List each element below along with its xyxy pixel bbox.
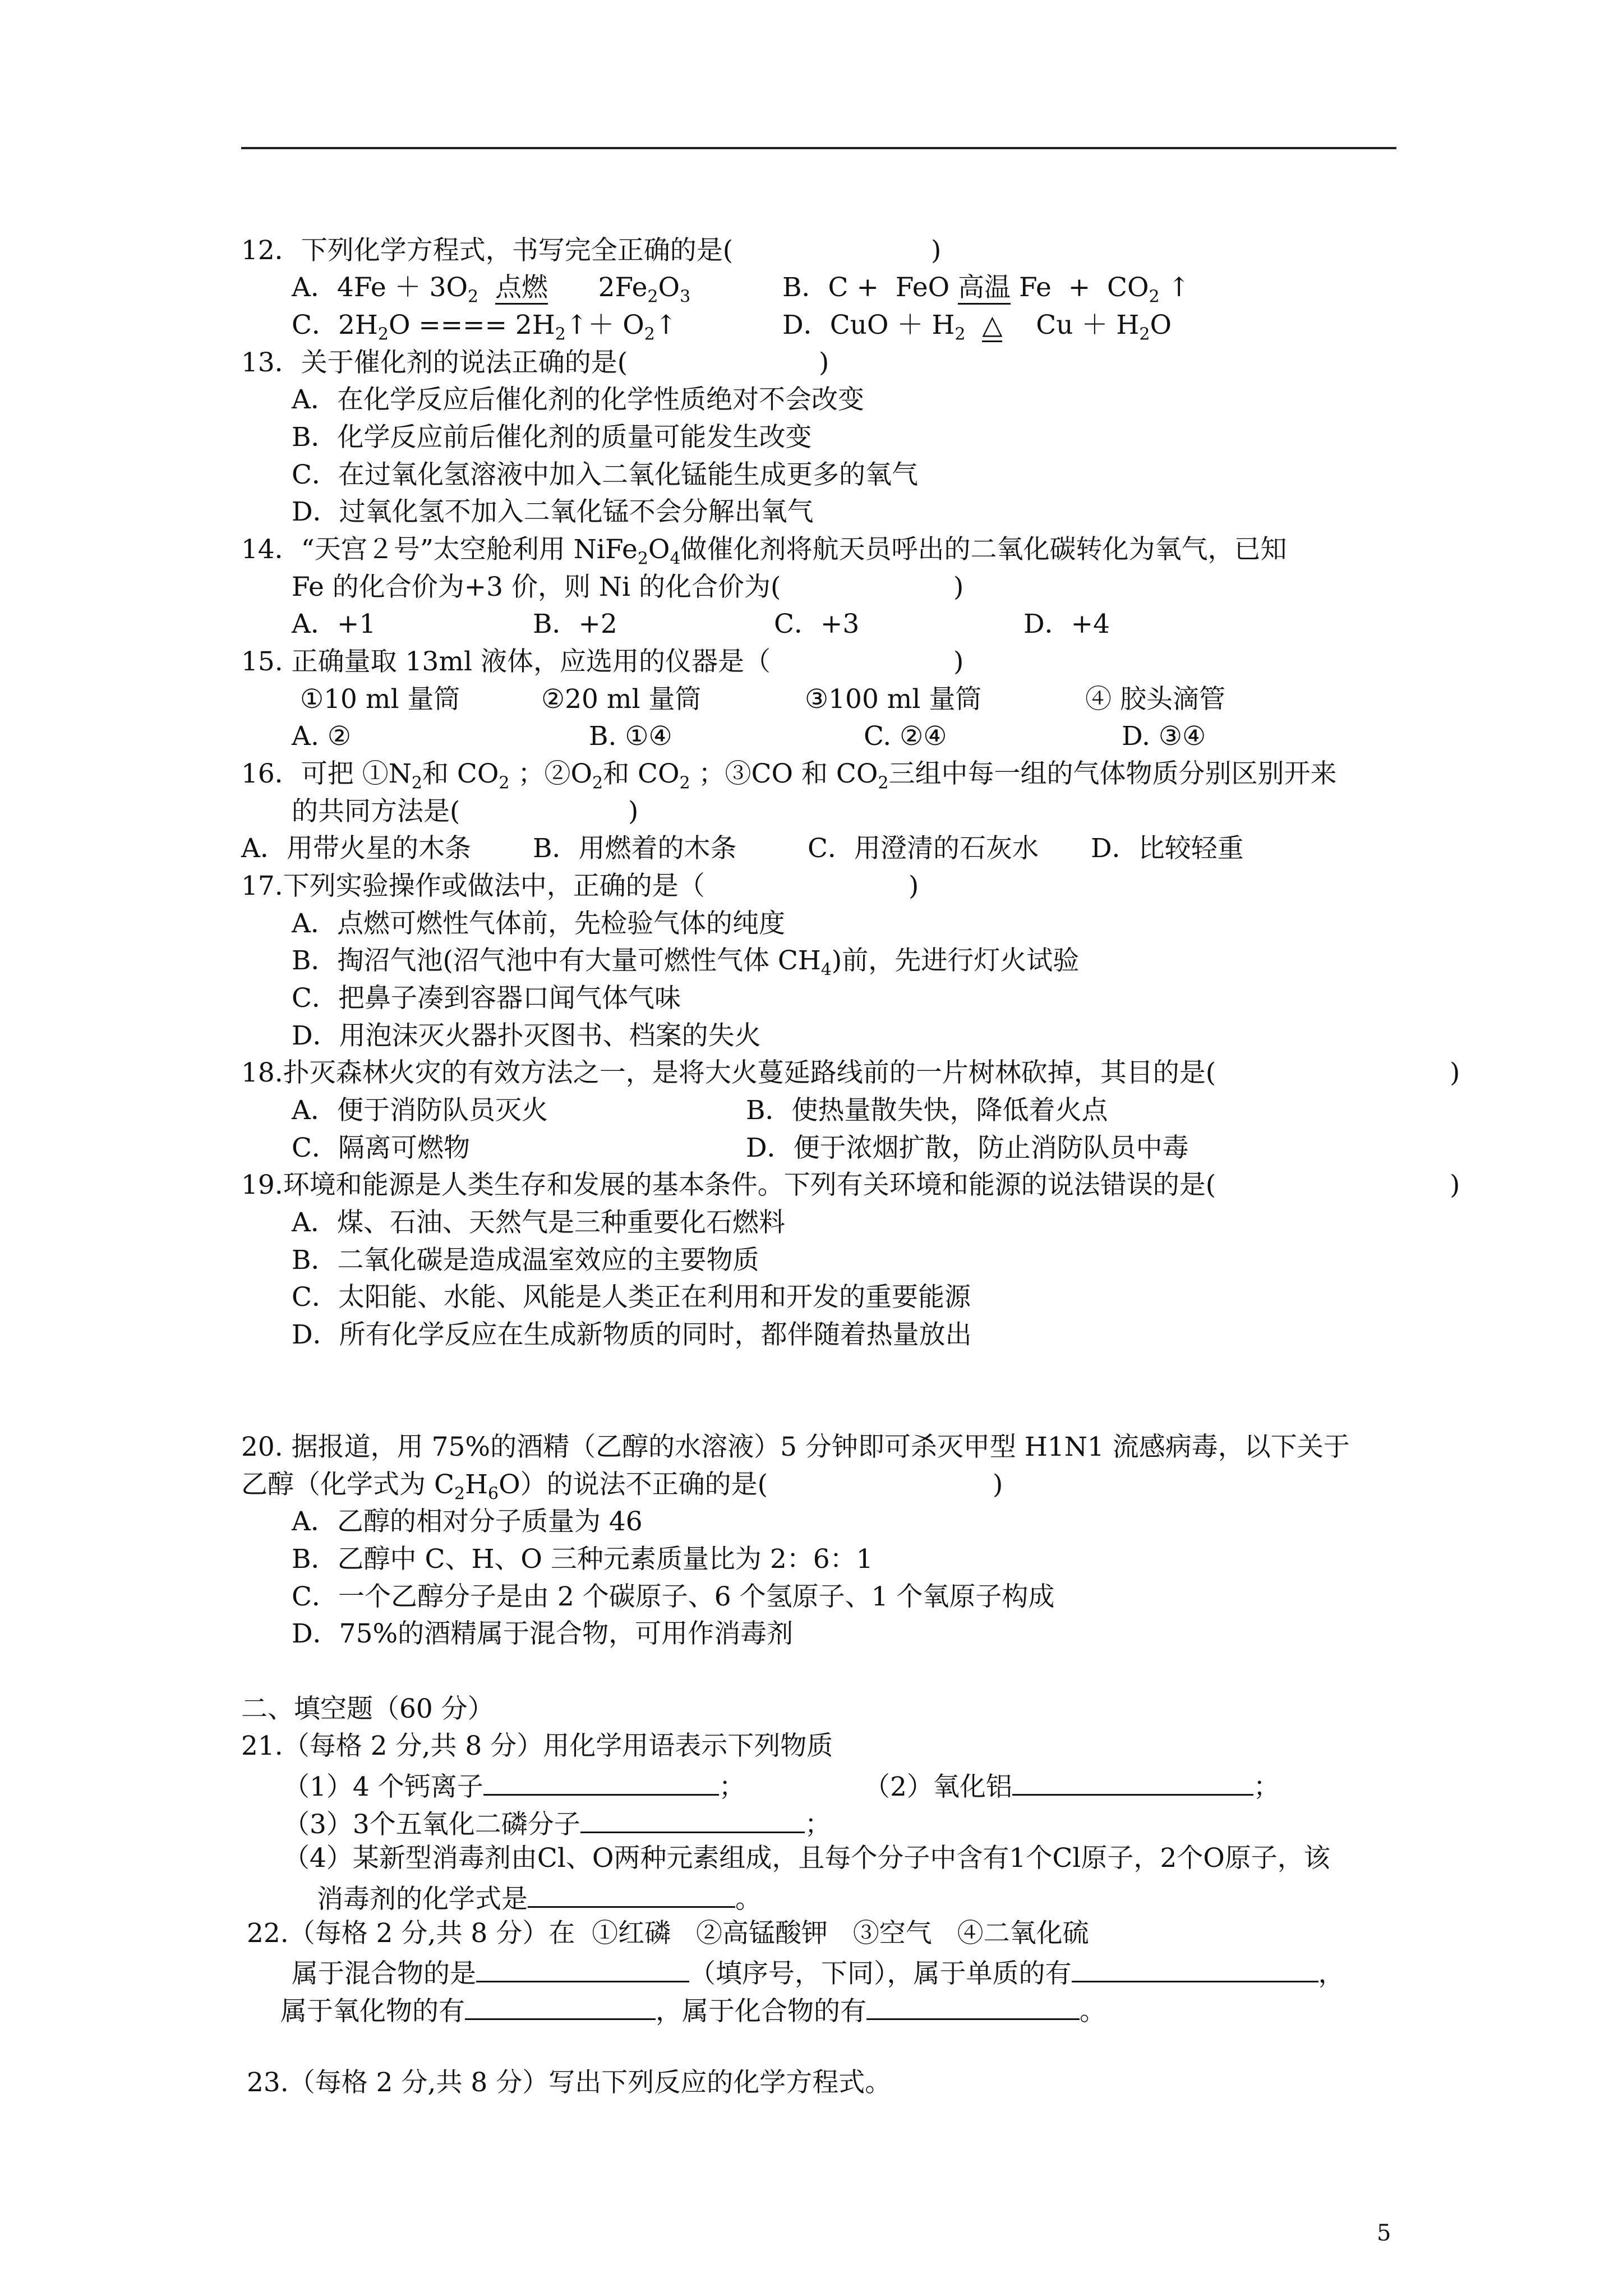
q12-option-c: C．$2H_2O$ ==== $2H_2↑+$ $O_2↑$ <box>292 310 677 344</box>
q12-option-b: B．C + FeO 高温 $Fe + CO_2$ ↑ <box>782 272 1190 307</box>
q17-option-c: C．把鼻子凑到容器口闻气体气味 <box>292 983 681 1014</box>
q19-option-b: B．二氧化碳是造成温室效应的主要物质 <box>292 1245 759 1276</box>
q16-option-d: D．比较轻重 <box>1091 833 1244 864</box>
q19-close: ) <box>1450 1170 1460 1200</box>
q14-stem-line2: Fe 的化合价为+3 价，则 Ni 的化合价为( <box>292 572 781 602</box>
q13-option-c: C．在过氧化氢溶液中加入二氧化锰能生成更多的氧气 <box>292 459 918 490</box>
q15-item-2: ②20 ml 量筒 <box>541 684 702 715</box>
q12-option-d: D．CuO ＋ $H_2$ △ $Cu + H_2O$ <box>782 310 1172 344</box>
q21-blank-2[interactable] <box>1012 1767 1253 1796</box>
q12-stem: 12．下列化学方程式，书写完全正确的是( <box>241 235 734 266</box>
q22-blank-oxide[interactable] <box>465 1991 656 2020</box>
q21-part-4: （4）某新型消毒剂由Cl、O两种元素组成，且每个分子中含有1个Cl原子，2个O原子，该 <box>283 1843 1330 1874</box>
q15-option-d: D. ③④ <box>1122 721 1206 752</box>
q21-blank-1[interactable] <box>483 1767 719 1796</box>
q15-option-a: A. ② <box>292 721 351 752</box>
q12-option-a: A．$4Fe + 3O_2$ 点燃 $2Fe_2O_3$ <box>292 272 691 307</box>
q22-blank-mixture[interactable] <box>476 1954 689 1982</box>
q18-option-b: B．使热量散失快，降低着火点 <box>746 1095 1108 1126</box>
q17-close: ) <box>909 871 919 901</box>
q16-close: ) <box>628 796 639 827</box>
q16-stem: 16．可把 $①N_2$和 $CO_2$ ；$②O_2$和 $CO_2$ ；③CO 和 $CO_2$三组中每一组的气体物质分别区别开来 <box>241 758 1337 793</box>
q19-option-a: A．煤、石油、天然气是三种重要化石燃料 <box>292 1207 785 1238</box>
q18-option-c: C．隔离可燃物 <box>292 1133 470 1163</box>
q15-item-1: ①10 ml 量筒 <box>300 684 460 715</box>
q15-stem: 15. 正确量取 13ml 液体，应选用的仪器是（ <box>241 646 771 677</box>
q17-option-a: A．点燃可燃性气体前，先检验气体的纯度 <box>292 908 785 939</box>
q22-line2: 属于氧化物的有 ，属于化合物的有 。 <box>280 1991 1106 2028</box>
q22-blank-element[interactable] <box>1072 1954 1318 1982</box>
q21-stem: 21.（每格 2 分,共 8 分）用化学用语表示下列物质 <box>241 1731 833 1761</box>
q21-part-3: （3）3个五氧化二磷分子 ； <box>283 1805 831 1842</box>
q20-close: ) <box>993 1469 1003 1500</box>
q19-option-c: C．太阳能、水能、风能是人类正在利用和开发的重要能源 <box>292 1282 971 1313</box>
q12-close: ) <box>931 235 942 266</box>
q18-option-a: A．便于消防队员灭火 <box>292 1095 548 1126</box>
q13-stem: 13．关于催化剂的说法正确的是( <box>241 347 628 378</box>
q19-stem: 19.环境和能源是人类生存和发展的基本条件。下列有关环境和能源的说法错误的是( <box>241 1170 1216 1200</box>
q13-option-a: A．在化学反应后催化剂的化学性质绝对不会改变 <box>292 384 864 415</box>
q21-part-1: （1）4 个钙离子 ； <box>283 1767 745 1804</box>
q22-stem: 22.（每格 2 分,共 8 分）在 ①红磷 ②高锰酸钾 ③空气 ④二氧化硫 <box>247 1918 1089 1949</box>
q19-option-d: D．所有化学反应在生成新物质的同时，都伴随着热量放出 <box>292 1319 972 1350</box>
q21-part-4-line2: 消毒剂的化学式是 。 <box>317 1879 762 1916</box>
q20-option-b: B．乙醇中 C、H、O 三种元素质量比为 2：6：1 <box>292 1544 873 1575</box>
q16-stem-line2: 的共同方法是( <box>292 796 460 827</box>
q21-blank-4[interactable] <box>528 1879 735 1908</box>
q16-option-c: C．用澄清的石灰水 <box>808 833 1039 864</box>
q15-item-4: ④ 胶头滴管 <box>1085 684 1225 715</box>
q13-option-d: D．过氧化氢不加入二氧化锰不会分解出氧气 <box>292 496 814 527</box>
q17-option-d: D．用泡沫灭火器扑灭图书、档案的失火 <box>292 1020 761 1051</box>
q22-line1: 属于混合物的是 （填序号，下同），属于单质的有 ， <box>292 1954 1345 1991</box>
q20-option-d: D．75%的酒精属于混合物，可用作消毒剂 <box>292 1618 794 1649</box>
q15-close: ) <box>953 646 964 677</box>
section-title: 二、填空题（60 分） <box>241 1694 494 1724</box>
q21-part-2: （2）氧化铝 ； <box>864 1767 1280 1804</box>
q15-option-c: C. ②④ <box>864 721 947 752</box>
q13-option-b: B．化学反应前后催化剂的质量可能发生改变 <box>292 422 812 453</box>
q18-stem: 18.扑灭森林火灾的有效方法之一，是将大火蔓延路线前的一片树林砍掉，其目的是( <box>241 1057 1216 1088</box>
q17-stem: 17.下列实验操作或做法中，正确的是（ <box>241 871 705 901</box>
q20-option-c: C．一个乙醇分子是由 2 个碳原子、6 个氢原子、1 个氧原子构成 <box>292 1581 1055 1612</box>
q14-option-d: D．+4 <box>1023 609 1110 639</box>
q20-option-a: A．乙醇的相对分子质量为 46 <box>292 1506 643 1537</box>
q14-stem: 14．“天宫２号”太空舱利用 $NiFe_2O_4$做催化剂将航天员呼出的二氧化碳转化为氧气，已知 <box>241 534 1287 569</box>
q14-option-a: A．+1 <box>292 609 376 639</box>
q18-close: ) <box>1450 1057 1460 1088</box>
q16-option-b: B．用燃着的木条 <box>533 833 737 864</box>
q20-stem-line2: 乙醇（化学式为 $C_2H_6O$）的说法不正确的是( <box>241 1469 768 1504</box>
q15-option-b: B. ①④ <box>589 721 672 752</box>
q20-stem: 20. 据报道，用 75%的酒精（乙醇的水溶液）5 分钟即可杀灭甲型 H1N1 流感病毒，以下关于 <box>241 1432 1350 1462</box>
q14-option-c: C．+3 <box>774 609 860 639</box>
q16-option-a: A．用带火星的木条 <box>241 833 471 864</box>
q18-option-d: D．便于浓烟扩散，防止消防队员中毒 <box>746 1133 1189 1163</box>
q23-stem: 23.（每格 2 分,共 8 分）写出下列反应的化学方程式。 <box>247 2067 892 2098</box>
q13-close: ) <box>819 347 829 378</box>
q15-item-3: ③100 ml 量筒 <box>805 684 982 715</box>
q22-blank-compound[interactable] <box>866 1991 1080 2020</box>
q21-blank-3[interactable] <box>580 1805 805 1833</box>
q17-option-b: B．掏沼气池(沼气池中有大量可燃性气体 $CH_4$)前，先进行灯火试验 <box>292 945 1080 980</box>
q14-option-b: B．+2 <box>533 609 617 639</box>
header-rule <box>241 147 1396 149</box>
page-number: 5 <box>1377 2220 1391 2246</box>
q14-close: ) <box>953 572 964 602</box>
